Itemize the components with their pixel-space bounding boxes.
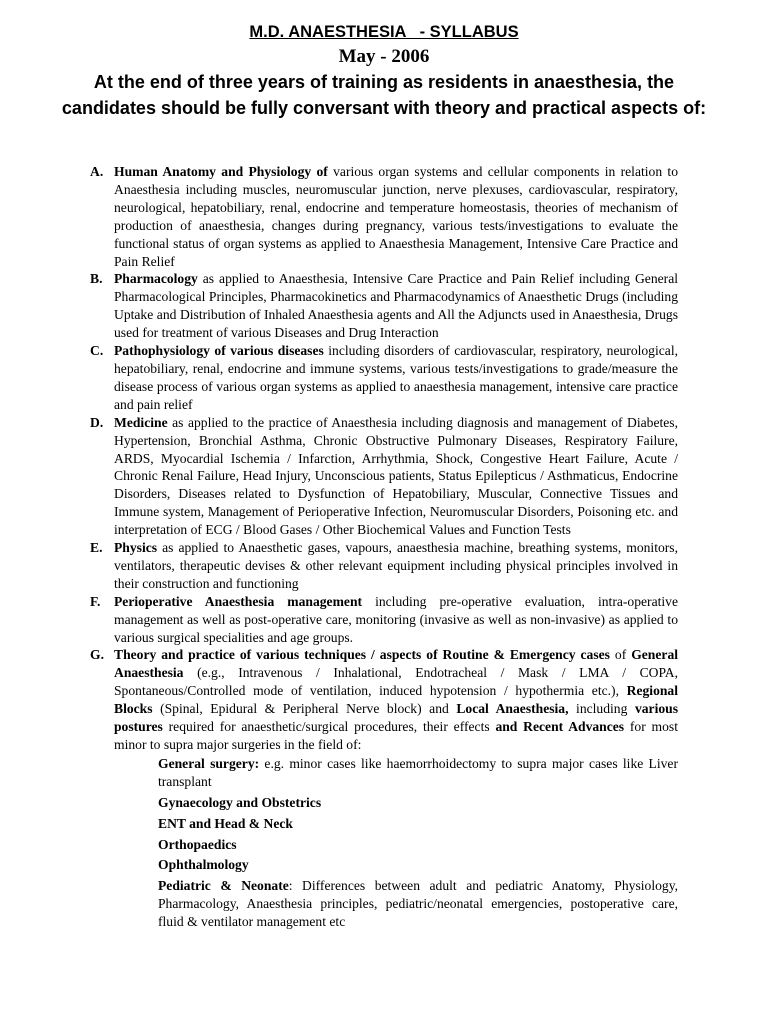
item-text: including (568, 701, 635, 717)
regional-blocks-term: Regional Blocks (114, 683, 678, 717)
item-text: various organ systems and cellular components in relation to Anaesthesia including muscles, neuromuscular junction, nerve plexuses, cardiovascular, respiratory, neurological, hepatobiliary, renal, endocrine and temperature homeostasis, theories of mechanism of production of anaesthesia, changes during pregnancy, various tests/investigations to evaluate the functional status of organ systems as applied to Anaesthesia Management, Intensive Care Practice and Pain Relief (114, 164, 678, 269)
item-text: of (609, 647, 632, 663)
intro-statement: At the end of three years of training as residents in anaesthesia, the candidates should be fully conversant with theory and practical aspects of: (61, 72, 707, 118)
item-heading: Physics (114, 540, 158, 556)
syllabus-item-g (90, 646, 678, 753)
item-letter: D. (90, 414, 104, 430)
and-term: and (495, 719, 518, 735)
item-text: as applied to the practice of Anaesthesia including diagnosis and management of Diabetes, Hypertension, Bronchial Asthma, Chronic Obstructive Pulmonary Diseases, Respiratory Failure, ARDS, Myocardial Ischemia / Infarction, Arrhythmia, Shock, Congestive Heart Failure, Acute / Chronic Renal Failure, Head Injury, Unconscious patients, Status Epilepticus / Asthmaticus, Endocrine Disorders, Diseases related to Dysfunction of Hepatobiliary, Muscular, Connective Tissues and Immune system, Management of Perioperative Infection, Neuromuscular Disorders, Poisoning etc. and interpretation of ECG / Blood Gases / Other Biochemical Values and Function Tests (114, 414, 678, 538)
syllabus-item-e (90, 539, 678, 593)
item-heading: Human Anatomy and Physiology of (114, 164, 328, 179)
speciality-pediatric (158, 877, 678, 931)
item-text: (e.g., Intravenous / Inhalational, Endotracheal / Mask / LMA / COPA, Spontaneous/Controlled mode of ventilation, induced hypotension / hypothermia etc.), (114, 665, 678, 699)
speciality-ophthalmology: Ophthalmology (158, 857, 249, 873)
syllabus-item-f (90, 593, 678, 647)
item-heading: Theory and practice of various techniques / aspects of Routine & Emergency cases (114, 647, 610, 663)
speciality-text: e.g. minor cases like haemorrhoidectomy to supra major cases like Liver transplant (158, 755, 678, 789)
item-text: required for anaesthetic/surgical procedures, their effects (162, 719, 496, 735)
item-text: as applied to Anaesthetic gases, vapours, anaesthesia machine, breathing systems, monitors, ventilators, therapeutic devises & other relevant equipment including physical principles involved in their construction and functioning (114, 540, 678, 591)
various-postures-term: various postures (114, 701, 678, 735)
speciality-orthopaedics: Orthopaedics (158, 836, 237, 852)
syllabus-item-a (90, 163, 678, 270)
item-letter: B. (90, 271, 103, 287)
item-heading: Medicine (114, 414, 168, 430)
document-date: May - 2006 (338, 46, 430, 67)
syllabus-item-b (90, 270, 678, 342)
item-heading: Pathophysiology of various diseases (114, 343, 324, 359)
speciality-label: Pediatric & Neonate (158, 878, 289, 894)
item-text: including disorders of cardiovascular, respiratory, neurological, hepatobiliary, renal, endocrine and immune systems, various tests/investigations to grade/measure the disease process of various organ systems as applied to anaesthesia management, intensive care practice and pain relief (114, 343, 679, 412)
item-letter: G. (90, 647, 104, 663)
item-letter: E. (90, 540, 103, 556)
item-text: as applied to Anaesthesia, Intensive Care Practice and Pain Relief including General Pharmacological Principles, Pharmacokinetics and Pharmacodynamics of Anaesthetic Drugs (including Uptake and Distribution of Inhaled Anaesthesia agents and All the Adjuncts used in Anaesthesia, Drugs used for treatment of various Diseases and Drug Interaction (114, 271, 678, 341)
item-text: for most minor to supra major surgeries in the field of: (114, 719, 678, 752)
syllabus-list (90, 163, 678, 931)
item-letter: F. (90, 593, 101, 609)
speciality-text: : Differences between adult and pediatric Anatomy, Physiology, Pharmacology, Anaesthesia principles, pediatric/neonatal emergencies, postoperative care, fluid & ventilator management etc (158, 878, 679, 930)
item-heading: Pharmacology (114, 271, 198, 287)
recent-advances-term: Recent Advances (523, 719, 625, 735)
speciality-label: General surgery: (158, 755, 260, 771)
item-letter: A. (90, 164, 104, 179)
item-text: including pre-operative evaluation, intra-operative management as well as post-operative care, monitoring (invasive as well as non-invasive) as applied to various surgical specialities and age groups. (114, 593, 678, 645)
general-anaesthesia-term: General Anaesthesia (114, 647, 679, 681)
item-heading: Perioperative Anaesthesia management (114, 593, 363, 609)
document-title-text: M.D. ANAESTHESIA - SYLLABUS (249, 23, 519, 41)
item-letter: C. (90, 343, 104, 359)
speciality-general-surgery (158, 755, 678, 791)
speciality-gynaecology: Gynaecology and Obstetrics (158, 794, 322, 810)
document-title (0, 22, 768, 42)
syllabus-item-c (90, 342, 678, 414)
syllabus-item-d (90, 414, 678, 539)
local-anaesthesia-term: Local Anaesthesia, (456, 701, 569, 717)
speciality-ent: ENT and Head & Neck (158, 815, 293, 831)
item-text: (Spinal, Epidural & Peripheral Nerve block) and (152, 701, 457, 717)
